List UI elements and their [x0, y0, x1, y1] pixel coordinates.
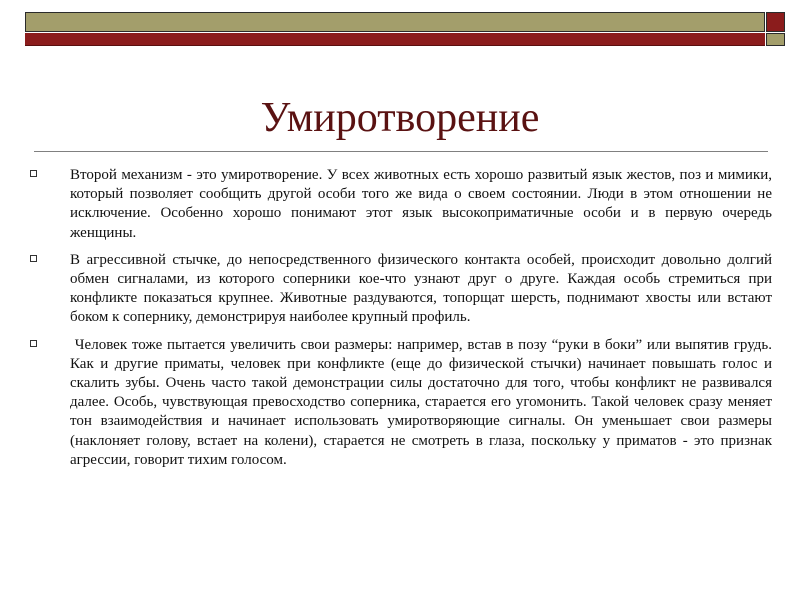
- bullet-item: [30, 251, 776, 328]
- square-outline-icon: [30, 170, 37, 177]
- slide-title: Умиротворение: [260, 95, 540, 141]
- header-red-square: [766, 12, 785, 32]
- header-red-bar: [25, 33, 765, 46]
- bullet-item: [30, 336, 776, 470]
- title-divider: [34, 151, 768, 152]
- square-outline-icon: [30, 340, 37, 347]
- square-outline-icon: [30, 255, 37, 262]
- bullet-text: В агрессивной стычке, до непосредственного физического контакта особей, происходит довольно долгий обмен сигналами, из которого соперники кое-что узнают друг о друге. Каждая особь стремиться при конфликте показаться крупнее. Животные раздуваются, топорщат шерсть, поднимают хвосты или встают боком к сопернику, демонстрируя наиболее крупный профиль.: [70, 251, 776, 326]
- bullet-text: Человек тоже пытается увеличить свои размеры: например, встав в позу “руки в боки” или выпятив грудь. Как и другие приматы, человек при конфликте (еще до физической стычки) начинает повышать голос и скалить зубы. Очень часто такой демонстрации силы достаточно для того, чтобы конфликт не развивался далее. Особь, чувствующая превосходство соперника, старается его угомонить. Такой человек сразу меняет тон взаимодействия и начинает использовать умиротворяющие сигналы. Он уменьшает свои размеры (наклоняет голову, встает на колени), старается не смотреть в глаза, поскольку у приматов - это признак агрессии, говорит тихим голосом.: [70, 336, 776, 468]
- header-olive-bar: [25, 12, 765, 32]
- header-olive-square: [766, 33, 785, 46]
- bullet-list: [30, 166, 776, 478]
- bullet-text: Второй механизм - это умиротворение. У всех животных есть хорошо развитый язык жестов, поз и мимики, который позволяет сообщить другой особи того же вида о своем состоянии. Люди в этом отношении не исключение. Особенно хорошо понимают этот язык высокоприматичные особи и в первую очередь женщины.: [70, 167, 776, 241]
- bullet-item: [30, 166, 776, 243]
